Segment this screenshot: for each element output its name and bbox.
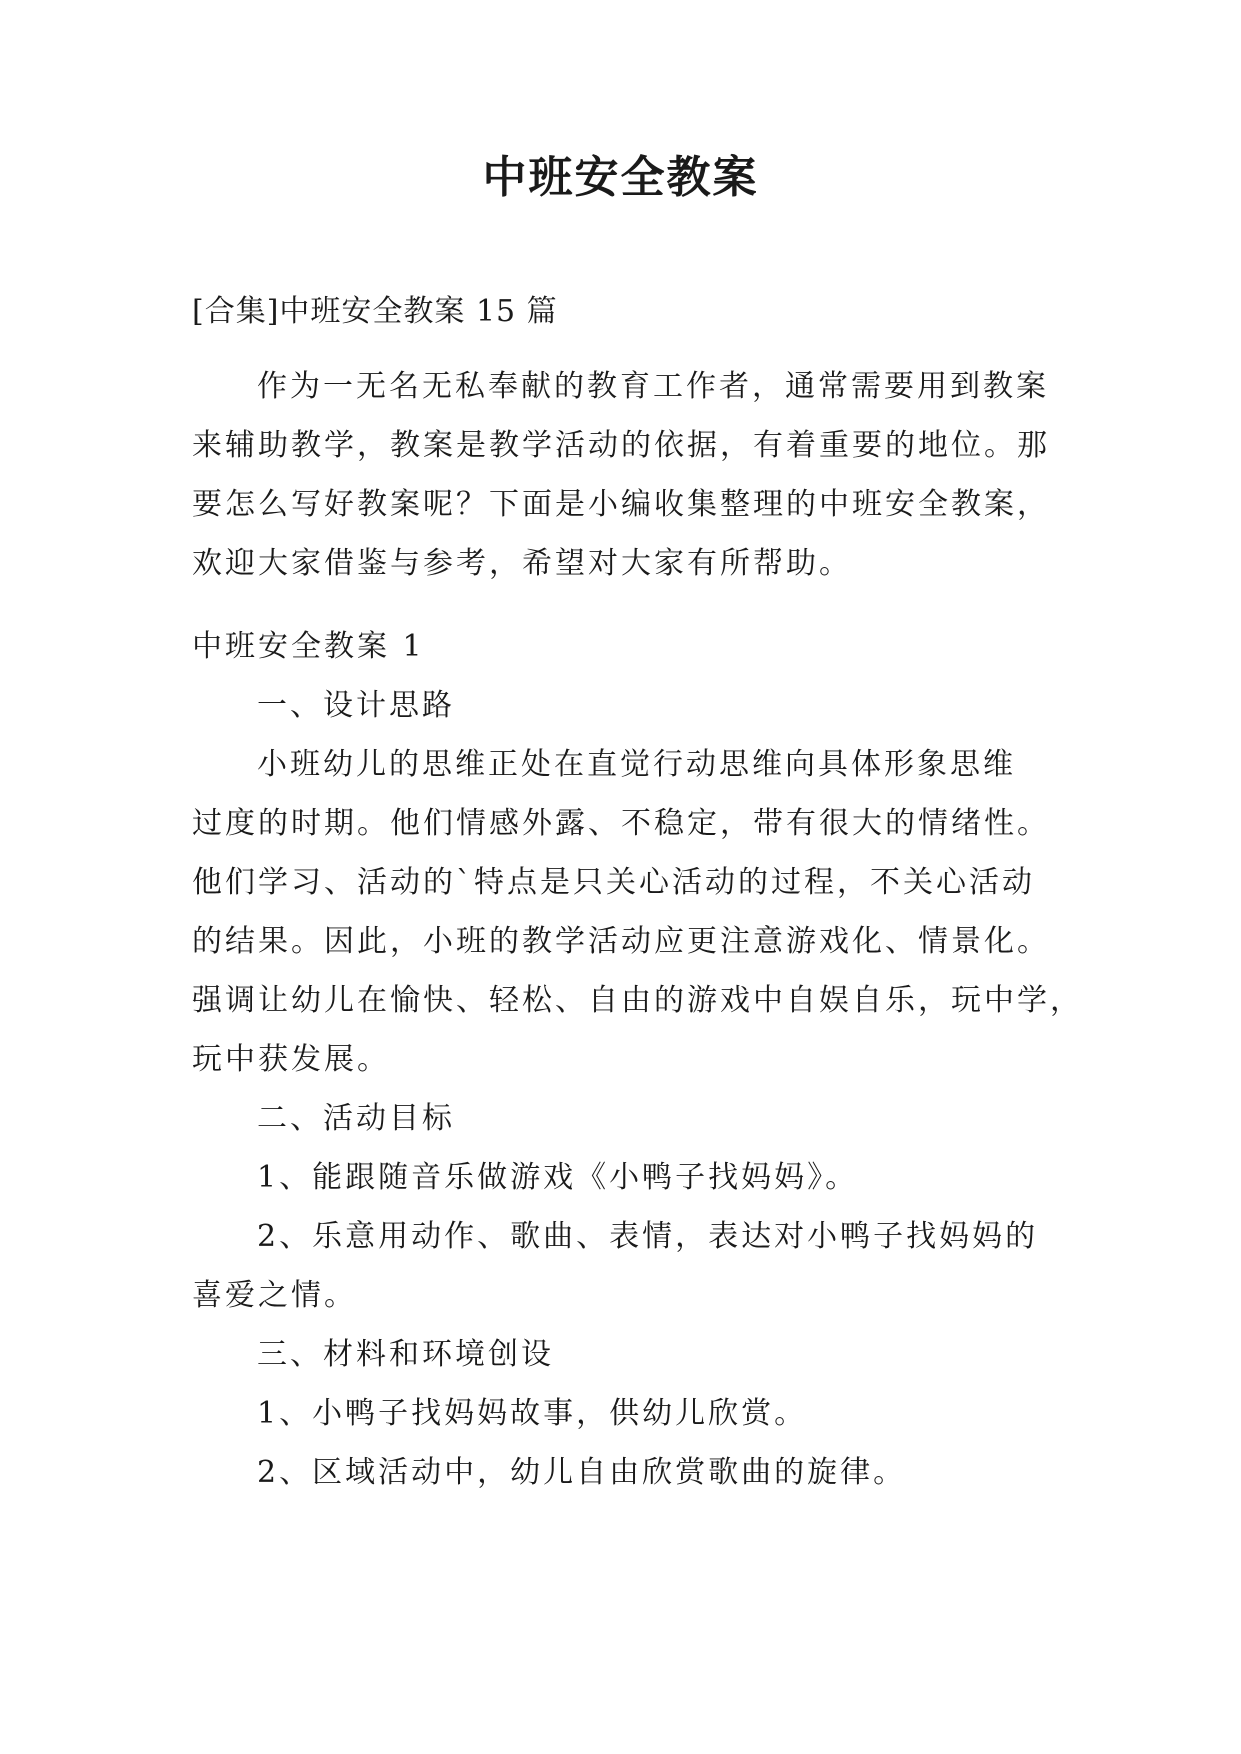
- section-subheading-goals: 二、活动目标: [257, 1101, 455, 1136]
- body-line: 的结果。因此，小班的教学活动应更注意游戏化、情景化。: [192, 924, 1050, 959]
- list-item: 1、能跟随音乐做游戏《小鸭子找妈妈》。: [257, 1160, 859, 1195]
- intro-line: 来辅助教学，教案是教学活动的依据，有着重要的地位。那: [192, 428, 1050, 463]
- list-item: 2、乐意用动作、歌曲、表情，表达对小鸭子找妈妈的: [257, 1219, 1039, 1254]
- intro-line: 作为一无名无私奉献的教育工作者，通常需要用到教案: [257, 369, 1049, 404]
- intro-line: 欢迎大家借鉴与参考，希望对大家有所帮助。: [192, 546, 852, 581]
- section-heading: 中班安全教案 1: [192, 629, 425, 664]
- section-1: [192, 617, 1083, 1502]
- document-subtitle: [合集]中班安全教案 15 篇: [192, 294, 558, 329]
- body-line: 玩中获发展。: [192, 1042, 390, 1077]
- intro-line: 要怎么写好教案呢？下面是小编收集整理的中班安全教案，: [192, 487, 1050, 522]
- body-line: 小班幼儿的思维正处在直觉行动思维向具体形象思维: [257, 747, 1016, 782]
- body-line: 他们学习、活动的`特点是只关心活动的过程，不关心活动: [192, 865, 1035, 900]
- list-item: 1、小鸭子找妈妈故事，供幼儿欣赏。: [257, 1396, 808, 1431]
- body-line: 喜爱之情。: [192, 1278, 357, 1313]
- section-subheading-materials: 三、材料和环境创设: [257, 1337, 554, 1372]
- body-line: 过度的时期。他们情感外露、不稳定，带有很大的情绪性。: [192, 806, 1050, 841]
- document-title: 中班安全教案: [482, 152, 759, 203]
- list-item: 2、区域活动中，幼儿自由欣赏歌曲的旋律。: [257, 1455, 907, 1490]
- body-line: 强调让幼儿在愉快、轻松、自由的游戏中自娱自乐，玩中学，: [192, 983, 1083, 1018]
- intro-paragraph: [192, 357, 1050, 593]
- section-subheading-design: 一、设计思路: [257, 688, 455, 723]
